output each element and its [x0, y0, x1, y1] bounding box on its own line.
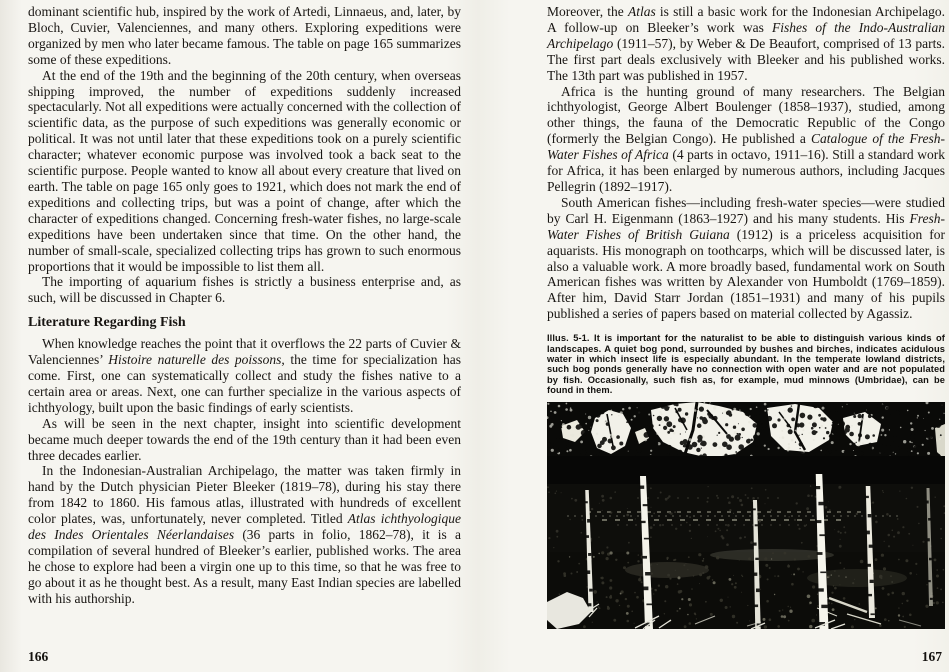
paragraph: At the end of the 19th and the beginning of the 20th century, when overseas shipping improved, the number of expeditions suddenly increased spectacularly. Not all expeditions were actually concerned with the collection of scientific data, as the purpose of such expeditions was generally economic or political. It was not until later that these expeditions took on a purely scientific character; whatever economic purpose was involved took a back seat to the scientific purpose. People wanted to know all about every creature that lived on earth. The table on page 165 only goes to 1921, which does not mark the end of expeditions and collecting trips, but was a point of change, after which the character of expeditions changed. Concerning fresh-water fishes, no large-scale expeditions have been undertaken since that time. On the other hand, the number of small-scale, specialized collecting trips has grown to such enormous proportions that it would be impossible to list them all.: [28, 67, 461, 274]
bog-pond-photo: [547, 402, 945, 629]
page-number-166: 166: [28, 649, 49, 664]
paragraph: Africa is the hunting ground of many researchers. The Belgian ichthyologist, George Albert Boulenger (1858–1937), studied, among other things, the fauna of the Democratic Republic of the Congo (formerly the Belgian Congo). He published a Catalogue of the Fresh-Water Fishes of Africa (4 parts in octavo, 1911–16). Still a standard work for Africa, it has been enlarged by numerous authors, including Jacques Pellegrin (1892–1917).: [547, 83, 945, 194]
section-heading: Literature Regarding Fish: [28, 315, 186, 331]
water: [547, 484, 945, 552]
page-number-167: 167: [921, 649, 942, 664]
page-166-text-column: [28, 4, 461, 607]
paragraph: dominant scientific hub, inspired by the work of Artedi, Linnaeus, and, later, by Bloch, Cuvier, Valenciennes, and many others. Exploring expeditions were organized by men who later became famous. The table on page 165 summarizes some of these expeditions.: [28, 4, 461, 67]
paragraph: In the Indonesian-Australian Archipelago, the matter was taken firmly in hand by the Dutch physician Pieter Bleeker (1819–78), during his stay there from 1842 to 1860. His famous atlas, illustrated with hundreds of excellent color plates, was, unfortunately, never completed. Titled Atlas ichthyologique des Indes Orientales Néerlandaises (36 parts in folio, 1862–78), it is a compilation of several hundred of Bleeker’s earlier, published works. The area he chose to explore had been a virgin one up to this time, so that he was free to go about it as he thought best. As a result, many East Indian species are labelled with his authorship.: [28, 463, 461, 606]
paragraph: South American fishes—including fresh-water species—were studied by Carl H. Eigenmann (1863–1927) and his many students. His Fresh-Water Fishes of British Guiana (1912) is a priceless acquisition for aquarists. His monograph on toothcarps, which will be discussed later, is also a valuable work. A more broadly based, fundamental work on South American fishes was written by Alexander von Humboldt (1769–1859). After him, David Starr Jordan (1851–1931) and many of his pupils published a series of papers based on material collected by Agassiz.: [547, 194, 945, 322]
bank-ground: [547, 552, 945, 629]
page-167-text-column: [547, 4, 945, 322]
bog-pond-photo-art: [547, 402, 945, 629]
paragraph: Moreover, the Atlas is still a basic work for the Indonesian Archipelago. A follow-up on Bleeker’s work was Fishes of the Indo-Australian Archipelago (1911–57), by Weber & De Beaufort, comprised of 13 parts. The first part deals exclusively with Bleeker and his published works. The 13th part was published in 1957.: [547, 4, 946, 83]
paragraph: When knowledge reaches the point that it overflows the 22 parts of Cuvier & Valenciennes’ Histoire naturelle des poissons, the time for specialization has come. First, one can systematically collect and study the fishes native to a certain area or areas. Next, one can further specialize in the various aspects of ichthyology, built upon the basic findings of early scientists.: [28, 336, 461, 415]
figure-caption: Illus. 5-1. It is important for the naturalist to be able to distinguish various kinds of landscapes. A quiet bog pond, surrounded by bushes and birches, indicates acidulous water in which insect life is especially abundant. In the temperate lowland districts, such bog ponds generally have no connection with open water and are not populated by fish. Occasionally, such fish as, for example, mud minnows (Umbridae), can be found in them.: [547, 333, 945, 396]
treeline-band: [547, 456, 945, 484]
paragraph: The importing of aquarium fishes is strictly a business enterprise and, as such, will be discussed in Chapter 6.: [28, 274, 461, 306]
paragraph: As will be seen in the next chapter, insight into scientific development became much deeper towards the end of the 19th century than it had been even three decades earlier.: [28, 415, 461, 463]
page-167-column: [547, 4, 945, 629]
